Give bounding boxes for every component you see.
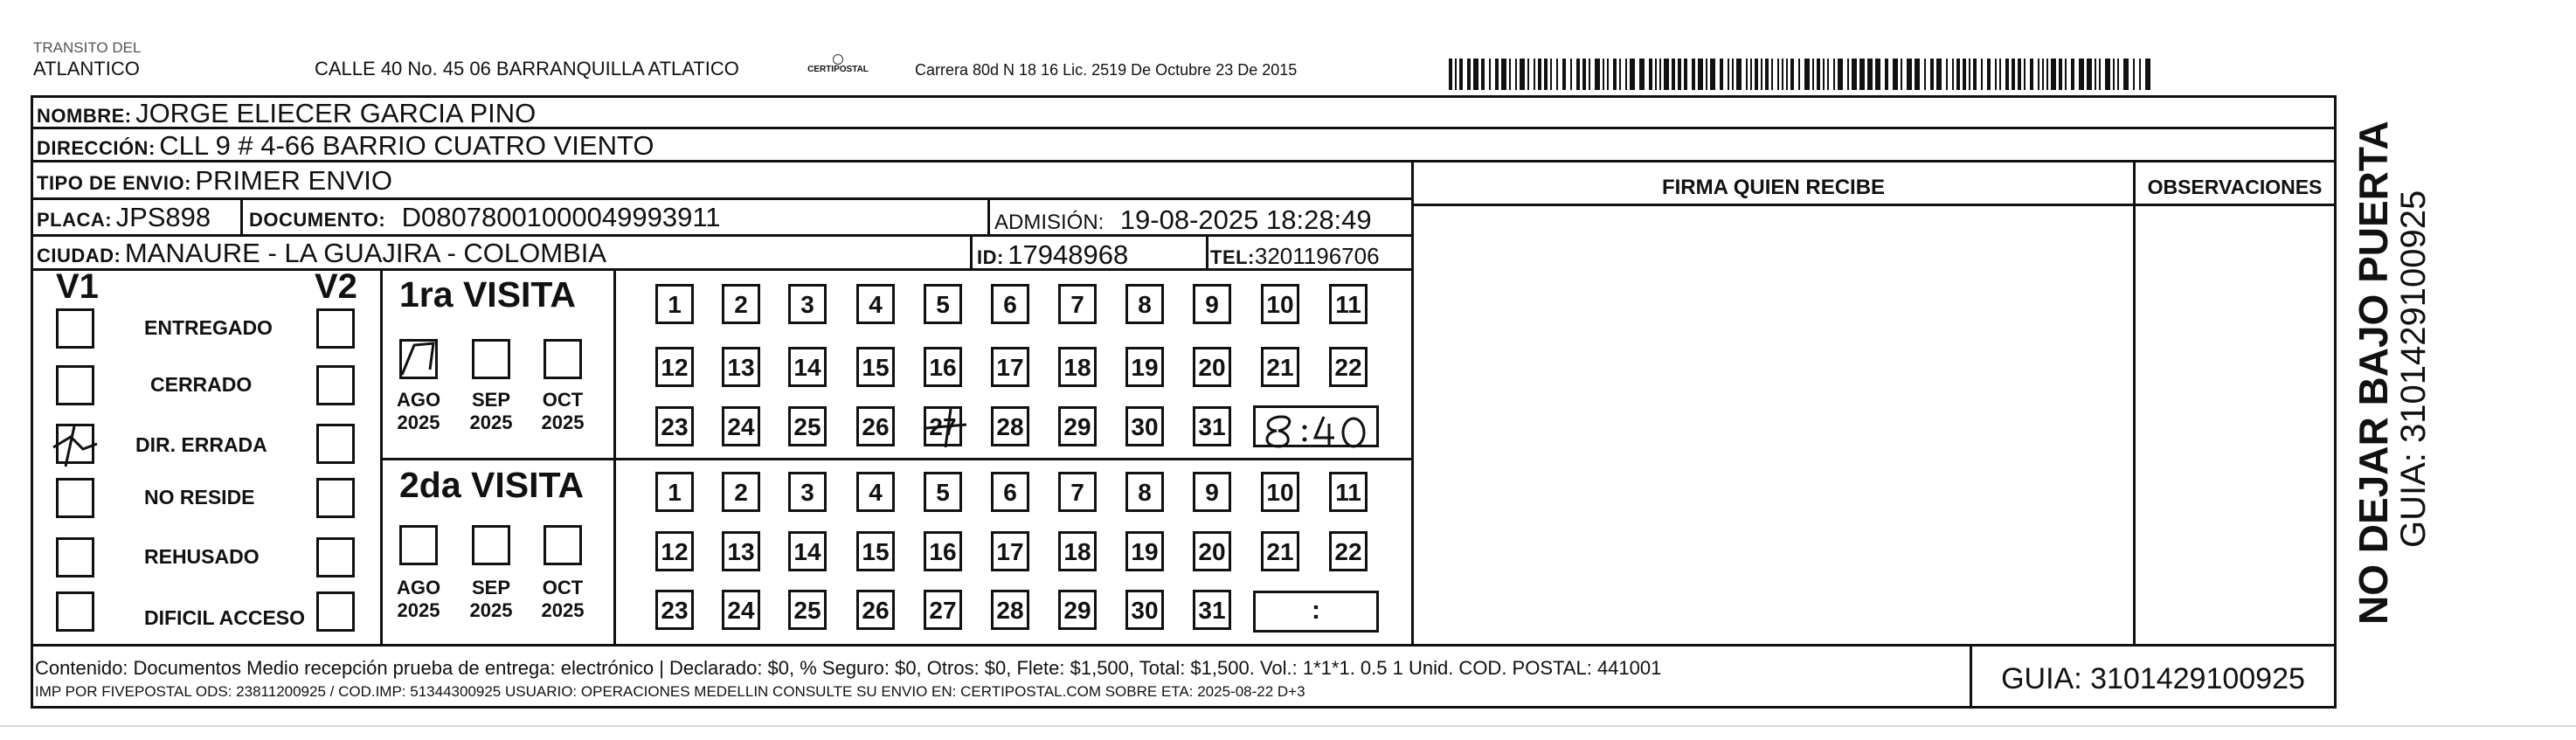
first-visit-day-3[interactable]: 3: [788, 284, 827, 324]
direccion-value: CLL 9 # 4-66 BARRIO CUATRO VIENTO: [159, 130, 654, 161]
v2-no-reside-checkbox[interactable]: [316, 478, 355, 518]
first-visit-day-10[interactable]: 10: [1261, 284, 1299, 324]
first-visit-month-oct: OCT 2025: [541, 389, 585, 433]
first-visit-day-31[interactable]: 31: [1193, 406, 1231, 446]
second-visit-day-15[interactable]: 15: [856, 531, 895, 571]
id-divider: [970, 237, 973, 270]
first-visit-day-27[interactable]: 27: [924, 406, 962, 446]
v1-dificil-acceso-checkbox[interactable]: [56, 591, 94, 632]
second-visit-day-27[interactable]: 27: [924, 590, 962, 630]
checkmark-icon: [48, 418, 100, 470]
second-visit-day-6[interactable]: 6: [991, 472, 1029, 512]
placa-divider: [240, 200, 243, 236]
second-visit-day-11[interactable]: 11: [1329, 472, 1368, 512]
first-visit-day-16[interactable]: 16: [924, 347, 962, 387]
scan-edge-line: [0, 725, 2576, 727]
second-visit-day-20[interactable]: 20: [1193, 531, 1231, 571]
ciudad-label: CIUDAD:: [37, 245, 121, 266]
status-visit-divider: [380, 268, 383, 646]
handwritten-time: [1256, 408, 1381, 450]
second-visit-day-31[interactable]: 31: [1193, 590, 1231, 630]
second-visit-day-19[interactable]: 19: [1125, 531, 1164, 571]
firma-header: FIRMA QUIEN RECIBE: [1661, 176, 1886, 199]
v2-entregado-checkbox[interactable]: [316, 308, 355, 349]
ciudad-value: MANAURE - LA GUAJIRA - COLOMBIA: [124, 238, 607, 268]
second-visit-day-30[interactable]: 30: [1125, 590, 1164, 630]
tel-row: [1210, 243, 1380, 270]
first-visit-day-22[interactable]: 22: [1329, 347, 1368, 387]
v2-dificil-acceso-checkbox[interactable]: [316, 591, 355, 632]
status-no-reside: NO RESIDE: [144, 486, 255, 508]
tel-value: 3201196706: [1254, 243, 1380, 269]
second-visit-day-25[interactable]: 25: [788, 590, 827, 630]
signature-header-line: [1411, 204, 2337, 206]
observaciones-header: OBSERVACIONES: [2147, 176, 2323, 198]
second-visit-day-22[interactable]: 22: [1329, 531, 1368, 571]
v2-cerrado-checkbox[interactable]: [316, 365, 355, 405]
admision-divider: [987, 200, 990, 236]
first-visit-day-6[interactable]: 6: [991, 284, 1029, 324]
v2-dir-errada-checkbox[interactable]: [316, 424, 355, 464]
first-visit-day-25[interactable]: 25: [788, 406, 827, 446]
v1-no-reside-checkbox[interactable]: [56, 478, 94, 518]
first-visit-day-14[interactable]: 14: [788, 347, 827, 387]
first-visit-day-9[interactable]: 9: [1193, 284, 1231, 324]
first-visit-day-4[interactable]: 4: [856, 284, 895, 324]
second-visit-day-12[interactable]: 12: [655, 531, 694, 571]
second-visit-day-23[interactable]: 23: [655, 590, 694, 630]
second-visit-day-2[interactable]: 2: [722, 472, 760, 512]
second-visit-day-26[interactable]: 26: [856, 590, 895, 630]
barcode: [1449, 59, 2158, 90]
direccion-row: [37, 130, 654, 162]
first-visit-day-26[interactable]: 26: [856, 406, 895, 446]
status-dir-errada: DIR. ERRADA: [135, 433, 267, 456]
second-visit-day-17[interactable]: 17: [991, 531, 1029, 571]
first-visit-day-24[interactable]: 24: [722, 406, 760, 446]
first-visit-day-12[interactable]: 12: [655, 347, 694, 387]
second-visit-month-ago: AGO 2025: [396, 577, 441, 621]
v1-header: V1: [56, 267, 99, 306]
status-entregado: ENTREGADO: [144, 316, 273, 339]
department-name: ATLANTICO: [33, 58, 140, 80]
placa-row: [37, 202, 211, 233]
second-visit-day-14[interactable]: 14: [788, 531, 827, 571]
observations-area[interactable]: [2137, 208, 2331, 641]
first-visit-day-28[interactable]: 28: [991, 406, 1029, 446]
second-visit-day-9[interactable]: 9: [1193, 472, 1231, 512]
admision-label: ADMISIÓN:: [994, 211, 1104, 234]
first-visit-day-1[interactable]: 1: [655, 284, 694, 324]
nombre-label: NOMBRE:: [37, 105, 132, 127]
second-visit-day-3[interactable]: 3: [788, 472, 827, 512]
first-visit-time-box[interactable]: [1253, 405, 1379, 447]
placa-value: JPS898: [115, 202, 211, 232]
second-visit-day-28[interactable]: 28: [991, 590, 1029, 630]
v2-header: V2: [315, 267, 357, 306]
second-visit-title: 2da VISITA: [399, 465, 585, 505]
id-label: ID:: [977, 246, 1004, 268]
status-dificil-acceso: DIFICIL ACCESO: [144, 606, 306, 629]
company-logo: CERTIPOSTAL: [802, 54, 874, 80]
second-visit-day-24[interactable]: 24: [722, 590, 760, 630]
second-visit-day-16[interactable]: 16: [924, 531, 962, 571]
id-value: 17948968: [1008, 239, 1129, 270]
ciudad-row: [37, 238, 606, 269]
second-visit-day-18[interactable]: 18: [1058, 531, 1097, 571]
second-visit-month-oct: OCT 2025: [541, 577, 585, 621]
first-visit-month-sep: SEP 2025: [469, 389, 513, 433]
second-visit-time-box[interactable]: :: [1253, 591, 1379, 633]
visit-divider-line: [380, 458, 1411, 460]
first-visit-day-5[interactable]: 5: [924, 284, 962, 324]
second-visit-day-21[interactable]: 21: [1261, 531, 1299, 571]
documento-value: D08078001000049993911: [401, 202, 721, 232]
first-visit-day-20[interactable]: 20: [1193, 347, 1231, 387]
v1-rehusado-checkbox[interactable]: [56, 537, 94, 577]
direccion-label: DIRECCIÓN:: [37, 137, 156, 159]
first-visit-day-17[interactable]: 17: [991, 347, 1029, 387]
first-visit-day-11[interactable]: 11: [1329, 284, 1368, 324]
first-visit-day-29[interactable]: 29: [1058, 406, 1097, 446]
second-visit-day-10[interactable]: 10: [1261, 472, 1299, 512]
frame-bottom-line: [31, 706, 2337, 709]
first-visit-day-8[interactable]: 8: [1125, 284, 1164, 324]
header-top-fragment: TRANSITO DEL: [33, 39, 142, 56]
second-visit-day-29[interactable]: 29: [1058, 590, 1097, 630]
first-visit-day-2[interactable]: 2: [722, 284, 760, 324]
first-visit-day-30[interactable]: 30: [1125, 406, 1164, 446]
v1-dir-errada-checkbox[interactable]: [56, 424, 94, 464]
tipo-envio-label: TIPO DE ENVIO:: [37, 172, 191, 194]
nombre-row: [37, 98, 536, 129]
row-line-3: [31, 197, 1411, 200]
tel-divider: [1206, 237, 1208, 270]
second-visit-day-13[interactable]: 13: [722, 531, 760, 571]
first-visit-month-oct-checkbox[interactable]: [544, 339, 582, 379]
first-visit-month-ago: AGO 2025: [396, 389, 441, 433]
tipo-envio-value: PRIMER ENVIO: [195, 165, 393, 196]
second-visit-month-oct-checkbox[interactable]: [544, 525, 582, 565]
first-visit-day-19[interactable]: 19: [1125, 347, 1164, 387]
second-visit-month-sep: SEP 2025: [469, 577, 513, 621]
second-visit-month-ago-checkbox[interactable]: [399, 525, 438, 565]
frame-right-line: [2334, 95, 2337, 709]
tel-label: TEL:: [1210, 246, 1255, 268]
second-visit-day-8[interactable]: 8: [1125, 472, 1164, 512]
second-visit-day-5[interactable]: 5: [924, 472, 962, 512]
admision-value: 19-08-2025 18:28:49: [1119, 204, 1372, 235]
second-visit-day-4[interactable]: 4: [856, 472, 895, 512]
status-cerrado: CERRADO: [150, 373, 253, 396]
placa-label: PLACA:: [37, 209, 113, 231]
first-visit-day-15[interactable]: 15: [856, 347, 895, 387]
v1-entregado-checkbox[interactable]: [56, 308, 94, 349]
first-visit-day-18[interactable]: 18: [1058, 347, 1097, 387]
signature-area[interactable]: [1416, 208, 2130, 641]
no-dejar-bajo-puerta: NO DEJAR BAJO PUERTA: [2351, 121, 2396, 625]
license-text: Carrera 80d N 18 16 Lic. 2519 De Octubre 23 De 2015: [915, 61, 1298, 79]
sender-address: CALLE 40 No. 45 06 BARRANQUILLA ATLATICO: [315, 58, 739, 80]
imp-text: IMP POR FIVEPOSTAL ODS: 23811200925 / COD.IMP: 51344300925 USUARIO: OPERACIONES MEDELLIN CONSULTE SU ENVIO EN: CERTIPOSTAL.COM SOBRE ETA: 2025-08-22 D+3: [35, 683, 1305, 700]
side-guia: GUIA: 3101429100925: [2394, 190, 2433, 548]
first-visit-title: 1ra VISITA: [399, 274, 577, 315]
second-visit-month-sep-checkbox[interactable]: [472, 525, 510, 565]
first-visit-month-ago-checkbox[interactable]: [399, 339, 438, 379]
v2-rehusado-checkbox[interactable]: [316, 537, 355, 577]
first-visit-day-21[interactable]: 21: [1261, 347, 1299, 387]
status-rehusado: REHUSADO: [144, 545, 260, 568]
observaciones-left-line: [2133, 160, 2136, 647]
signature-left-line: [1411, 160, 1414, 647]
tipo-envio-row: [37, 165, 392, 197]
checkmark-icon: [395, 333, 444, 382]
id-row: [977, 239, 1128, 271]
footer-top-line: [31, 644, 2337, 647]
v1-cerrado-checkbox[interactable]: [56, 365, 94, 405]
second-visit-day-7[interactable]: 7: [1058, 472, 1097, 512]
first-visit-day-7[interactable]: 7: [1058, 284, 1097, 324]
frame-left-line: [31, 95, 33, 709]
first-visit-month-sep-checkbox[interactable]: [472, 339, 510, 379]
admision-row: [994, 204, 1372, 236]
first-visit-day-13[interactable]: 13: [722, 347, 760, 387]
checkmark-icon: [921, 402, 970, 451]
nombre-value: JORGE ELIECER GARCIA PINO: [135, 98, 537, 128]
first-visit-day-23[interactable]: 23: [655, 406, 694, 446]
guia-box-text: GUIA: 3101429100925: [2001, 662, 2305, 695]
contenido-text: Contenido: Documentos Medio recepción prueba de entrega: electrónico | Declarado: $0, % Seguro: $0, Otros: $0, Flete: $1,500, Total: $1,500. Vol.: 1*1*1. 0.5 1 Unid. COD. POSTAL: 441001: [35, 657, 1662, 679]
documento-label: DOCUMENTO:: [249, 209, 386, 231]
documento-row: [249, 202, 721, 233]
second-visit-day-1[interactable]: 1: [655, 472, 694, 512]
visit-days-divider: [613, 268, 616, 646]
